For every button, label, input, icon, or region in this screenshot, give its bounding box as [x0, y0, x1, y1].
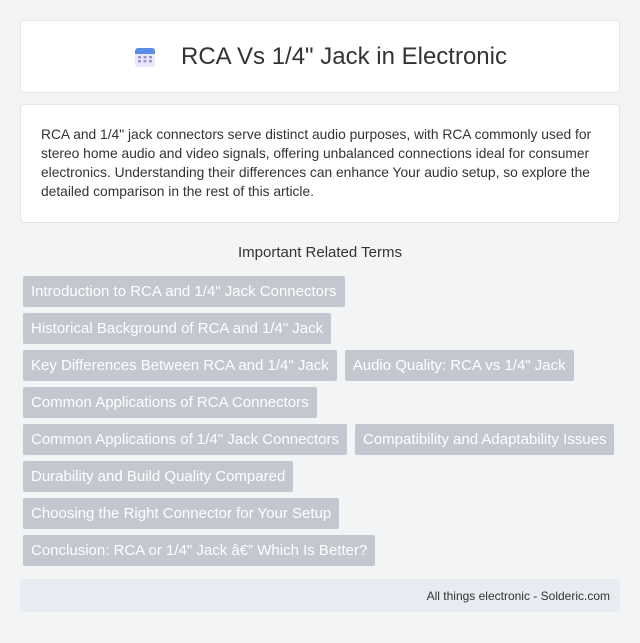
term-tag[interactable]: Choosing the Right Connector for Your Setup: [23, 498, 339, 529]
term-tag[interactable]: Compatibility and Adaptability Issues: [355, 424, 614, 455]
intro-text: RCA and 1/4" jack connectors serve distinct audio purposes, with RCA commonly used for stereo home audio and video signals, offering unbalanced connections ideal for consumer electronics. Understanding their differences can enhance Your audio setup, so explore the detailed comparison in the rest of this article.: [41, 127, 592, 199]
term-tag[interactable]: Key Differences Between RCA and 1/4" Jack: [23, 350, 337, 381]
related-terms-list: [23, 276, 623, 572]
page-footer: [20, 579, 620, 612]
page-title: RCA Vs 1/4" Jack in Electronic: [181, 42, 507, 70]
term-tag[interactable]: Common Applications of 1/4" Jack Connectors: [23, 424, 347, 455]
page-header: [20, 20, 620, 93]
term-tag[interactable]: Common Applications of RCA Connectors: [23, 387, 317, 418]
intro-card: [20, 104, 620, 223]
related-terms-title: Important Related Terms: [238, 244, 402, 261]
term-tag[interactable]: Durability and Build Quality Compared: [23, 461, 293, 492]
term-tag[interactable]: Historical Background of RCA and 1/4" Jack: [23, 313, 331, 344]
term-tag[interactable]: Conclusion: RCA or 1/4" Jack â€” Which Is Better?: [23, 535, 375, 566]
term-tag[interactable]: Introduction to RCA and 1/4" Jack Connectors: [23, 276, 345, 307]
calendar-icon: [133, 45, 157, 69]
footer-text: All things electronic - Solderic.com: [426, 588, 610, 603]
term-tag[interactable]: Audio Quality: RCA vs 1/4" Jack: [345, 350, 574, 381]
